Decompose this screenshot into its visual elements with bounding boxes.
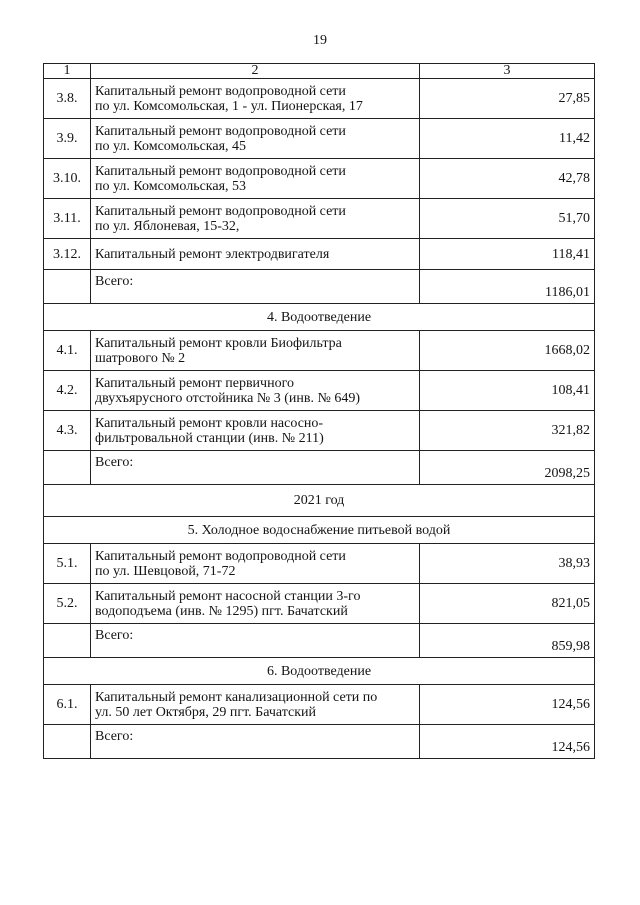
item-description <box>91 239 420 270</box>
item-number: 3.9. <box>44 119 91 159</box>
total-value: 1186,01 <box>420 270 595 304</box>
description-line: водоподъема (инв. № 1295) пгт. Бачатский <box>95 603 348 619</box>
year-heading-row <box>44 485 595 517</box>
description-line: по ул. Яблоневая, 15-32, <box>95 218 240 234</box>
empty-cell <box>44 270 91 304</box>
table-row <box>44 584 595 624</box>
item-description <box>91 584 420 624</box>
item-cost: 1668,02 <box>420 331 595 371</box>
item-description <box>91 411 420 451</box>
header-col-2: 2 <box>91 64 420 79</box>
total-row <box>44 270 595 304</box>
description-line: Капитальный ремонт водопроводной сети <box>95 123 346 139</box>
section-heading: 5. Холодное водоснабжение питьевой водой <box>44 517 595 544</box>
total-value: 859,98 <box>420 624 595 658</box>
item-cost: 42,78 <box>420 159 595 199</box>
description-line: по ул. Шевцовой, 71-72 <box>95 563 236 579</box>
description-line: Капитальный ремонт первичного <box>95 375 294 391</box>
item-description <box>91 331 420 371</box>
description-line: Капитальный ремонт водопроводной сети <box>95 203 346 219</box>
section-heading-row <box>44 658 595 685</box>
table-row <box>44 544 595 584</box>
total-label: Всего: <box>91 451 420 485</box>
total-label: Всего: <box>91 725 420 759</box>
item-cost: 27,85 <box>420 79 595 119</box>
total-value: 2098,25 <box>420 451 595 485</box>
page-number: 19 <box>313 33 327 48</box>
table-body <box>44 64 595 759</box>
item-cost: 108,41 <box>420 371 595 411</box>
table-row <box>44 331 595 371</box>
table-row <box>44 371 595 411</box>
total-label: Всего: <box>91 624 420 658</box>
description-line: Капитальный ремонт насосной станции 3-го <box>95 588 361 604</box>
table-row <box>44 685 595 725</box>
description-line: Капитальный ремонт канализационной сети по <box>95 689 378 705</box>
item-number: 3.10. <box>44 159 91 199</box>
item-description <box>91 371 420 411</box>
description-line: Капитальный ремонт водопроводной сети <box>95 548 346 564</box>
item-description <box>91 544 420 584</box>
item-number: 3.11. <box>44 199 91 239</box>
header-col-3: 3 <box>420 64 595 79</box>
description-line: Капитальный ремонт электродвигателя <box>95 246 330 262</box>
section-heading-row <box>44 517 595 544</box>
item-number: 5.2. <box>44 584 91 624</box>
item-description <box>91 685 420 725</box>
item-description <box>91 199 420 239</box>
item-cost: 118,41 <box>420 239 595 270</box>
total-row <box>44 725 595 759</box>
item-number: 4.3. <box>44 411 91 451</box>
description-line: ул. 50 лет Октября, 29 пгт. Бачатский <box>95 704 317 720</box>
table-row <box>44 159 595 199</box>
table-row <box>44 79 595 119</box>
item-cost: 321,82 <box>420 411 595 451</box>
item-number: 5.1. <box>44 544 91 584</box>
description-line: Капитальный ремонт кровли Биофильтра <box>95 335 342 351</box>
item-description <box>91 79 420 119</box>
item-cost: 821,05 <box>420 584 595 624</box>
description-line: фильтровальной станции (инв. № 211) <box>95 430 324 446</box>
table-row <box>44 411 595 451</box>
repair-cost-table <box>43 63 595 759</box>
description-line: двухъярусного отстойника № 3 (инв. № 649) <box>95 390 360 406</box>
empty-cell <box>44 451 91 485</box>
section-heading: 6. Водоотведение <box>44 658 595 685</box>
total-label: Всего: <box>91 270 420 304</box>
table-row <box>44 239 595 270</box>
item-number: 4.1. <box>44 331 91 371</box>
table-header-row <box>44 64 595 79</box>
item-cost: 124,56 <box>420 685 595 725</box>
description-line: Капитальный ремонт водопроводной сети <box>95 163 346 179</box>
item-description <box>91 159 420 199</box>
description-line: Капитальный ремонт кровли насосно- <box>95 415 324 431</box>
total-row <box>44 451 595 485</box>
header-col-1: 1 <box>44 64 91 79</box>
section-heading: 4. Водоотведение <box>44 304 595 331</box>
description-line: Капитальный ремонт водопроводной сети <box>95 83 346 99</box>
description-line: по ул. Комсомольская, 45 <box>95 138 247 154</box>
item-number: 3.8. <box>44 79 91 119</box>
section-heading-row <box>44 304 595 331</box>
empty-cell <box>44 725 91 759</box>
item-number: 3.12. <box>44 239 91 270</box>
description-line: по ул. Комсомольская, 1 - ул. Пионерская, 17 <box>95 98 363 114</box>
item-cost: 11,42 <box>420 119 595 159</box>
item-number: 6.1. <box>44 685 91 725</box>
item-cost: 51,70 <box>420 199 595 239</box>
item-cost: 38,93 <box>420 544 595 584</box>
item-number: 4.2. <box>44 371 91 411</box>
item-description <box>91 119 420 159</box>
table-row <box>44 199 595 239</box>
description-line: шатрового № 2 <box>95 350 186 366</box>
table-row <box>44 119 595 159</box>
total-value: 124,56 <box>420 725 595 759</box>
description-line: по ул. Комсомольская, 53 <box>95 178 247 194</box>
empty-cell <box>44 624 91 658</box>
total-row <box>44 624 595 658</box>
year-heading: 2021 год <box>44 485 595 517</box>
